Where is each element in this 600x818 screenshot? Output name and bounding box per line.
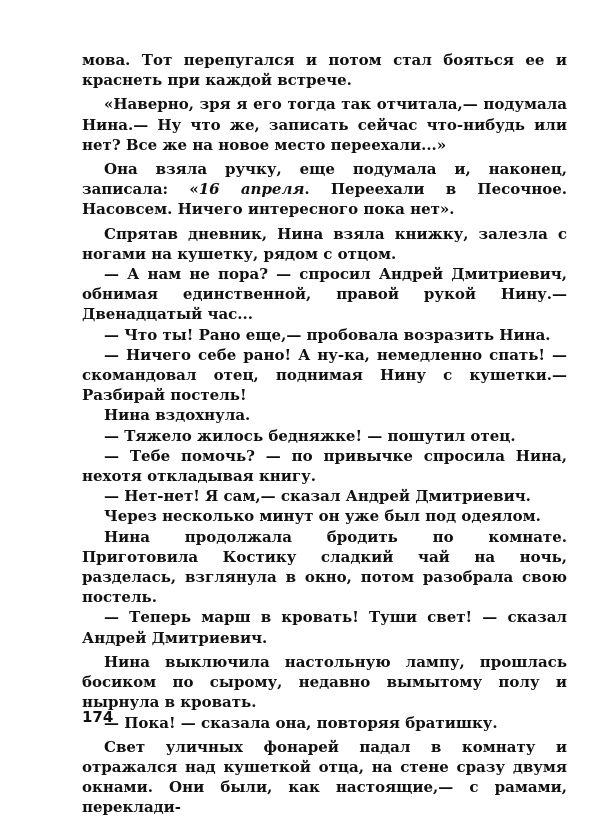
paragraph-3-start: Она взяла ручку, еще подумала и, наконец, записала: «	[82, 160, 567, 199]
paragraph-11: — Нет-нет! Я сам,— сказал Андрей Дмитриевич.	[104, 487, 531, 506]
diary-date: 16 апреля	[198, 180, 305, 199]
paragraph-9: — Тяжело жилось бедняжке! — пошутил отец.	[104, 426, 516, 445]
paragraph-17: Свет уличных фонарей падал в комнату и отражался над кушеткой отца, на стене сразу двумя окнами. Они были, как настоящие,— с рамами, переклади-	[82, 737, 567, 817]
paragraph-3	[82, 159, 567, 220]
paragraph-12: Через несколько минут он уже был под одеялом.	[104, 507, 541, 526]
paragraph-7: — Ничего себе рано! А ну-ка, немедленно спать! — скомандовал отец, поднимая Нину с кушетки.— Разбирай постель!	[82, 345, 567, 405]
page-body-text	[82, 50, 567, 818]
paragraph-5: — А нам не пора? — спросил Андрей Дмитриевич, обнимая единственной, правой рукой Нину.— Двенадцатый час...	[82, 265, 567, 324]
paragraph-16: — Пока! — сказала она, повторяя братишку.	[104, 713, 498, 732]
paragraph-3-end: . Переехали в Песочное. Насовсем. Ничего интересного пока нет».	[82, 180, 567, 219]
paragraph-14: — Теперь марш в кровать! Туши свет! — сказал Андрей Дмитриевич.	[82, 608, 567, 647]
paragraph-4: Спрятав дневник, Нина взяла книжку, залезла с ногами на кушетку, рядом с отцом.	[82, 224, 567, 263]
paragraph-8: Нина вздохнула.	[104, 406, 251, 425]
paragraph-10: — Тебе помочь? — по привычке спросила Нина, нехотя откладывая книгу.	[82, 446, 567, 486]
paragraph-1: мова. Тот перепугался и потом стал бояться ее и краснеть при каждой встрече.	[82, 51, 567, 90]
paragraph-13: Нина продолжала бродить по комнате. Приготовила Костику сладкий чай на ночь, разделась, взглянула в окно, потом разобрала свою постель.	[82, 527, 567, 607]
page-number: 174	[82, 708, 114, 726]
paragraph-15: Нина выключила настольную лампу, прошлась босиком по сырому, недавно вымытому полу и нырнула в кровать.	[82, 652, 567, 712]
paragraph-2: «Наверно, зря я его тогда так отчитала,— подумала Нина.— Ну что же, записать сейчас что-нибудь или нет? Все же на новое место переехали...»	[82, 95, 567, 154]
paragraph-6: — Что ты! Рано еще,— пробовала возразить Нина.	[104, 325, 551, 344]
